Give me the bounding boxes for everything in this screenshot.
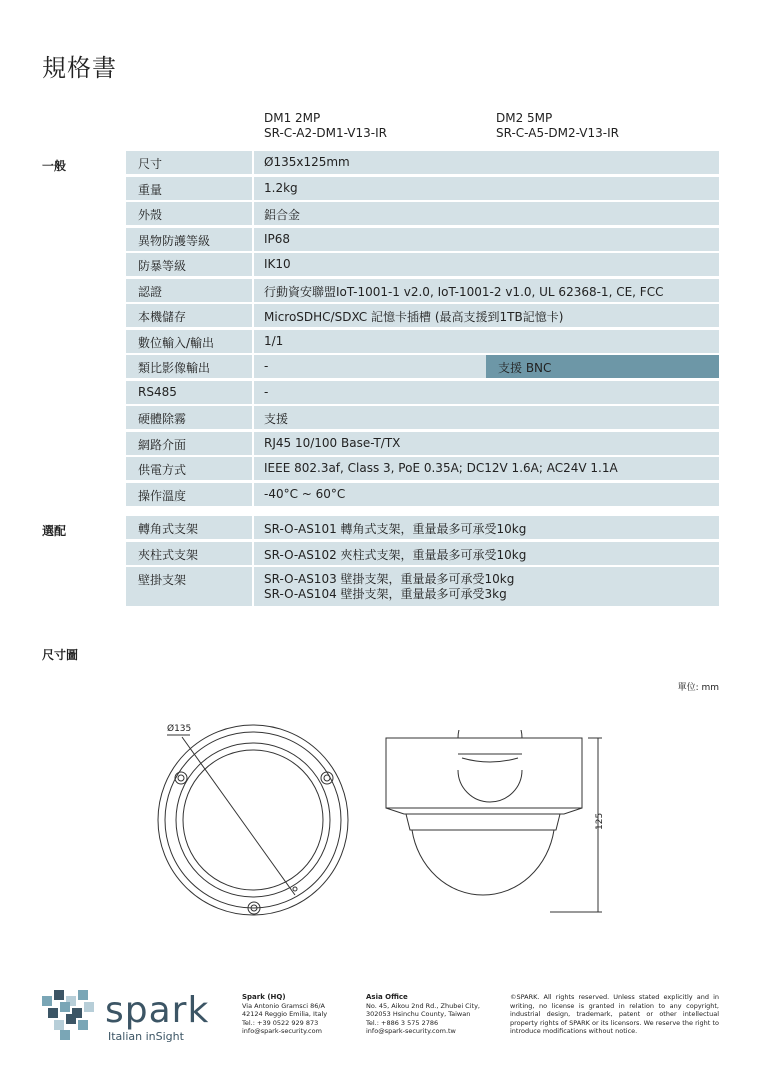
spec-label-cell <box>126 253 252 276</box>
spec-label: 網路介面 <box>138 437 187 452</box>
spec-label-cell <box>126 304 252 327</box>
spec-value: Ø135x125mm <box>264 155 350 169</box>
spec-label: 供電方式 <box>138 463 187 477</box>
spec-value: IP68 <box>264 231 291 246</box>
dimension-title: 尺寸圖 <box>42 648 79 662</box>
spec-label: 壁掛支架 <box>138 573 187 587</box>
spec-value-cell <box>254 381 719 404</box>
spec-value: SR-O-AS102 夾柱式支架，重量最多可承受10kg <box>264 547 527 562</box>
spec-label: 重量 <box>138 182 163 197</box>
model-2-header <box>496 111 619 141</box>
top-view-drawing <box>140 715 360 925</box>
spec-value-cell <box>254 228 719 251</box>
spec-value: IK10 <box>264 257 291 271</box>
spec-label: 本機儲存 <box>138 310 187 324</box>
spec-label-cell <box>126 355 252 378</box>
spec-label-cell <box>126 483 252 506</box>
spec-label: 尺寸 <box>138 157 163 171</box>
spec-label: 認證 <box>138 284 163 299</box>
spec-label: 數位輸入/輸出 <box>138 335 215 350</box>
spec-label: 外殼 <box>138 208 163 222</box>
footer-hq-line: Tel.: +39 0522 929 873 <box>242 1018 319 1027</box>
spec-value: 鋁合金 <box>264 208 301 222</box>
spec-value: RJ45 10/100 Base-T/TX <box>264 435 401 450</box>
footer-hq <box>242 993 357 1036</box>
spec-label-cell <box>126 542 252 565</box>
spec-value-cell <box>254 457 719 480</box>
spec-label: 硬體除霧 <box>138 412 187 426</box>
spec-label: 夾柱式支架 <box>138 547 199 562</box>
footer-asia-line: No. 45, Aikou 2nd Rd., Zhubei City, <box>366 1001 480 1010</box>
spec-row <box>126 381 719 404</box>
spec-value: 支援 <box>264 412 289 426</box>
spec-row <box>126 516 719 539</box>
diameter-label: Ø135 <box>167 724 192 734</box>
spec-value-cell <box>254 330 719 353</box>
spec-label-cell <box>126 330 252 353</box>
footer-hq-line: 42124 Reggio Emilia, Italy <box>242 1010 328 1018</box>
height-label: 125 <box>595 812 605 830</box>
model-2-name: DM2 5MP <box>496 111 553 125</box>
outer-flange-ring <box>158 725 348 915</box>
spec-label-cell <box>126 567 252 606</box>
spec-value-cell <box>254 483 719 506</box>
spec-value: 1/1 <box>264 333 284 348</box>
footer-hq-line: Via Antonio Gramsci 86/A <box>242 1001 325 1010</box>
spec-row <box>126 483 719 506</box>
spec-label-cell <box>126 406 252 429</box>
diameter-line <box>182 737 295 895</box>
spec-value-line2: SR-O-AS104 壁掛支架，重量最多可承受3kg <box>264 587 507 601</box>
spec-value-cell <box>254 279 719 302</box>
spec-value-cell <box>254 304 719 327</box>
spec-label-cell <box>126 457 252 480</box>
spec-row <box>126 253 719 276</box>
spark-logo-tagline: Italian inSight <box>108 1030 184 1043</box>
spec-value-cell <box>254 202 719 225</box>
spec-label: 類比影像輸出 <box>138 361 211 375</box>
spec-row <box>126 177 719 200</box>
spec-label-cell <box>126 279 252 302</box>
footer-asia-email: info@spark-security.com.tw <box>366 1027 456 1035</box>
spec-label-cell <box>126 432 252 455</box>
section-label-general: 一般 <box>42 159 67 173</box>
spec-value-cell <box>254 542 719 565</box>
spec-value-cell <box>254 567 719 606</box>
footer-asia-title: Asia Office <box>366 993 408 1001</box>
spec-row <box>126 330 719 353</box>
side-view-drawing <box>380 730 620 920</box>
model-1-code: SR-C-A2-DM1-V13-IR <box>264 126 387 140</box>
spec-value-cell <box>254 151 719 174</box>
spec-label: 操作溫度 <box>138 488 187 503</box>
model-1-header <box>264 111 387 141</box>
spec-row <box>126 355 719 378</box>
spec-label: 轉角式支架 <box>138 522 199 536</box>
spec-row <box>126 202 719 225</box>
spec-value: IEEE 802.3af, Class 3, PoE 0.35A; DC12V 1.6A; AC24V 1.1A <box>264 461 618 475</box>
spec-label-cell <box>126 177 252 200</box>
spec-value: 行動資安聯盟IoT-1001-1 v2.0, IoT-1001-2 v1.0, UL 62368-1, CE, FCC <box>264 284 664 299</box>
spec-row <box>126 228 719 251</box>
spec-label: 防暴等級 <box>138 259 187 273</box>
model-1-name: DM1 2MP <box>264 111 321 125</box>
footer-hq-email: info@spark-security.com <box>242 1027 322 1035</box>
spec-value: - <box>264 359 269 373</box>
spec-row <box>126 304 719 327</box>
spec-value-cell <box>254 253 719 276</box>
footer-asia-line: 302053 Hsinchu County, Taiwan <box>366 1010 471 1018</box>
spec-label: 異物防護等級 <box>138 233 211 248</box>
spec-value-model2-cell <box>486 355 719 378</box>
spark-logo-text: spark <box>105 990 210 1031</box>
page-title: 規格書 <box>42 54 117 82</box>
footer-asia <box>366 993 501 1036</box>
housing-body <box>386 738 582 808</box>
section-label-accessories: 選配 <box>42 524 67 538</box>
spec-label-cell <box>126 151 252 174</box>
spec-row <box>126 457 719 480</box>
spec-value-cell <box>254 177 719 200</box>
spec-row <box>126 432 719 455</box>
footer-legal: ©SPARK. All rights reserved. Unless stated explicitly and in writing, no license is granted in relation to any copyright, industrial design, trademark, patent or other intellectual property rights of SPARK or its licensors. We reserve the right to introduce modifications without notice. <box>510 993 719 1035</box>
spec-row <box>126 406 719 429</box>
spec-value-cell <box>254 516 719 539</box>
spec-row <box>126 542 719 565</box>
spec-row <box>126 279 719 302</box>
unit-label: 單位: mm <box>677 683 719 693</box>
spec-label-cell <box>126 228 252 251</box>
spec-value: MicroSDHC/SDXC 記憶卡插槽 (最高支援到1TB記憶卡) <box>264 310 564 324</box>
spec-label-cell <box>126 381 252 404</box>
footer-asia-line: Tel.: +886 3 575 2786 <box>366 1018 439 1027</box>
model-2-code: SR-C-A5-DM2-V13-IR <box>496 126 619 140</box>
spec-row <box>126 567 719 606</box>
spec-value: - <box>264 384 269 399</box>
spec-label-cell <box>126 516 252 539</box>
spec-row <box>126 151 719 174</box>
spec-label: RS485 <box>138 384 177 399</box>
spec-value-cell <box>254 406 719 429</box>
spark-logo-mark <box>40 988 100 1043</box>
spec-label-cell <box>126 202 252 225</box>
spec-value-model2: 支援 BNC <box>498 361 552 375</box>
spec-value: SR-O-AS103 壁掛支架，重量最多可承受10kg <box>264 572 515 586</box>
spec-value: -40°C ~ 60°C <box>264 486 346 501</box>
dome <box>412 830 554 895</box>
spec-value: SR-O-AS101 轉角式支架，重量最多可承受10kg <box>264 522 527 536</box>
spec-value-cell <box>254 432 719 455</box>
spec-value: 1.2kg <box>264 180 298 195</box>
footer-hq-title: Spark (HQ) <box>242 993 286 1001</box>
